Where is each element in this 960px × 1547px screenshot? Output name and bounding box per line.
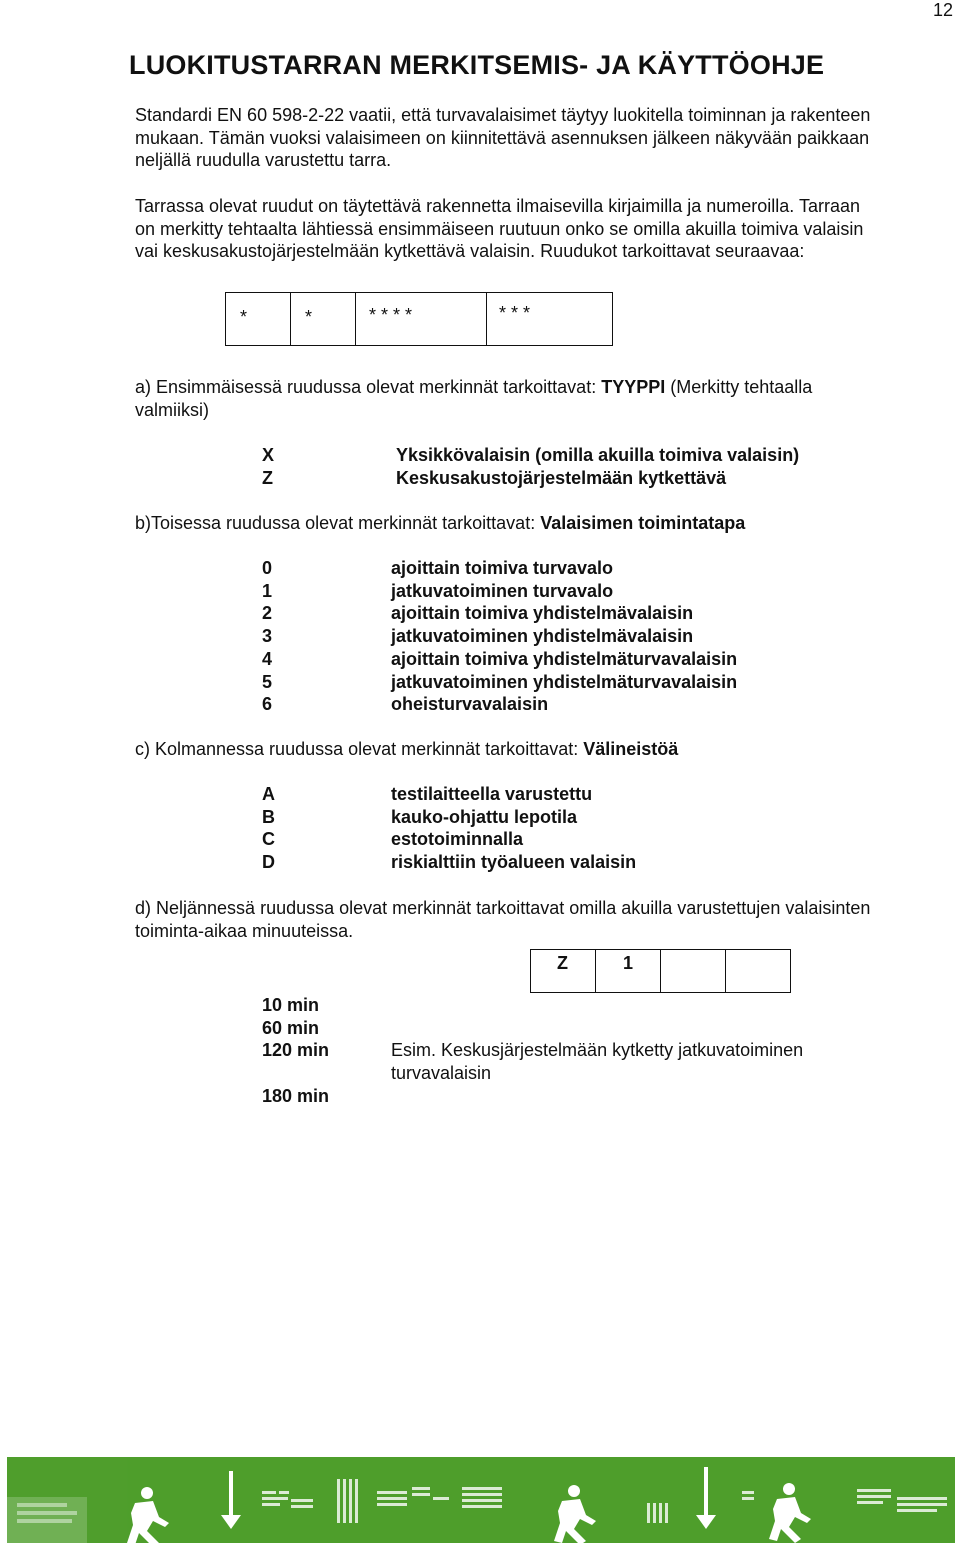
example-grid	[530, 949, 791, 993]
section-b-codes	[262, 557, 272, 716]
section-c-descs	[391, 783, 636, 874]
duration: 10 min	[262, 995, 320, 1015]
desc: estotoiminnalla	[391, 829, 524, 850]
intro-line: neljällä ruudulla varustettu tarra.	[135, 150, 392, 170]
desc: ajoittain toimiva yhdistelmävalaisin	[391, 603, 694, 624]
example-cell-2: 1	[623, 953, 634, 973]
section-a-text: a) Ensimmäisessä ruudussa olevat merkinnät tarkoittavat:	[135, 377, 602, 397]
example-note	[391, 1039, 803, 1084]
desc: oheisturvavalaisin	[391, 694, 549, 715]
example-cell-1: Z	[557, 953, 568, 973]
grid-divider	[290, 293, 291, 345]
desc: jatkuvatoiminen yhdistelmäturvavalaisin	[391, 671, 738, 692]
desc-x: Yksikkövalaisin (omilla akuilla toimiva valaisin)	[396, 445, 800, 465]
section-b-text: b)Toisessa ruudussa olevat merkinnät tarkoittavat:	[135, 513, 541, 533]
instruction-line: vai keskusakustojärjestelmään kytkettävä valaisin. Ruudukot tarkoittavat seuraavaa:	[135, 241, 805, 261]
page-number: 12	[933, 0, 954, 20]
section-d-line2: toiminta-aikaa minuuteissa.	[135, 920, 354, 941]
code: A	[262, 784, 275, 804]
code: 2	[262, 603, 273, 624]
section-c-heading	[135, 738, 950, 761]
intro-line: Standardi EN 60 598-2-22 vaatii, että turvavalaisimet täytyy luokitella toiminnan ja rakenteen	[135, 105, 871, 125]
page-title: LUOKITUSTARRAN MERKITSEMIS- JA KÄYTTÖOHJE	[129, 50, 825, 80]
section-b-descs	[391, 557, 737, 716]
grid-divider	[486, 293, 487, 345]
intro-paragraph	[135, 104, 950, 172]
label-grid	[225, 292, 613, 346]
section-a-heading	[135, 376, 950, 421]
code: D	[262, 852, 275, 873]
example-note-line: Esim. Keskusjärjestelmään kytketty jatkuvatoiminen	[391, 1040, 804, 1060]
instruction-line: Tarrassa olevat ruudut on täytettävä rakennetta ilmaisevilla kirjaimilla ja numeroilla. Tarraan	[135, 196, 861, 216]
desc: testilaitteella varustettu	[391, 784, 593, 804]
code: 4	[262, 648, 273, 669]
desc: jatkuvatoiminen yhdistelmävalaisin	[391, 626, 694, 647]
section-b-heading	[135, 512, 950, 535]
section-b-bold: Valaisimen toimintatapa	[540, 513, 746, 533]
grid-cell-3: * * * *	[369, 305, 413, 325]
grid-divider	[660, 950, 661, 992]
example-note-line: turvavalaisin	[391, 1062, 492, 1083]
desc: riskialttiin työalueen valaisin	[391, 852, 637, 873]
grid-divider	[595, 950, 596, 992]
section-c-text: c) Kolmannessa ruudussa olevat merkinnät tarkoittavat:	[135, 739, 584, 759]
section-a-bold: TYYPPI	[601, 377, 666, 397]
grid-cell-1: *	[240, 307, 248, 327]
code: 1	[262, 580, 273, 601]
instruction-paragraph	[135, 195, 950, 263]
code: 6	[262, 694, 273, 715]
duration: 120 min	[262, 1040, 330, 1061]
durations-list	[262, 994, 329, 1108]
intro-line: mukaan. Tämän vuoksi valaisimeen on kiinnitettävä asennuksen jälkeen näkyvään paikkaan	[135, 127, 870, 148]
code: 3	[262, 626, 273, 647]
instruction-line: on merkitty tehtaalta lähtiessä ensimmäiseen ruutuun onko se omilla akuilla toimiva valaisin	[135, 218, 864, 239]
desc: ajoittain toimiva yhdistelmäturvavalaisin	[391, 648, 738, 669]
duration: 60 min	[262, 1017, 320, 1038]
desc: jatkuvatoiminen turvavalo	[391, 580, 614, 601]
desc: kauko-ohjattu lepotila	[391, 806, 578, 827]
code: C	[262, 829, 275, 850]
section-a-codes	[262, 444, 274, 489]
section-c-codes	[262, 783, 275, 874]
code-x: X	[262, 445, 275, 465]
section-d-heading	[135, 897, 950, 942]
footer-pictograms	[7, 1457, 955, 1543]
grid-cell-4: * * *	[499, 303, 531, 323]
duration: 180 min	[262, 1085, 330, 1106]
section-a-after: (Merkitty tehtaalla	[665, 377, 813, 397]
code: 5	[262, 671, 273, 692]
section-c-bold: Välineistöä	[583, 739, 679, 759]
grid-cell-2: *	[305, 307, 313, 327]
section-d-line1: d) Neljännessä ruudussa olevat merkinnät tarkoittavat omilla akuilla varustettujen valaisinten	[135, 898, 871, 918]
desc: ajoittain toimiva turvavalo	[391, 558, 614, 578]
footer-banner	[7, 1457, 955, 1543]
grid-divider	[355, 293, 356, 345]
code-z: Z	[262, 467, 273, 488]
section-a-line2: valmiiksi)	[135, 399, 209, 420]
code: B	[262, 806, 275, 827]
desc-z: Keskusakustojärjestelmään kytkettävä	[396, 467, 727, 488]
grid-divider	[725, 950, 726, 992]
code: 0	[262, 558, 273, 578]
section-a-descs	[396, 444, 799, 489]
